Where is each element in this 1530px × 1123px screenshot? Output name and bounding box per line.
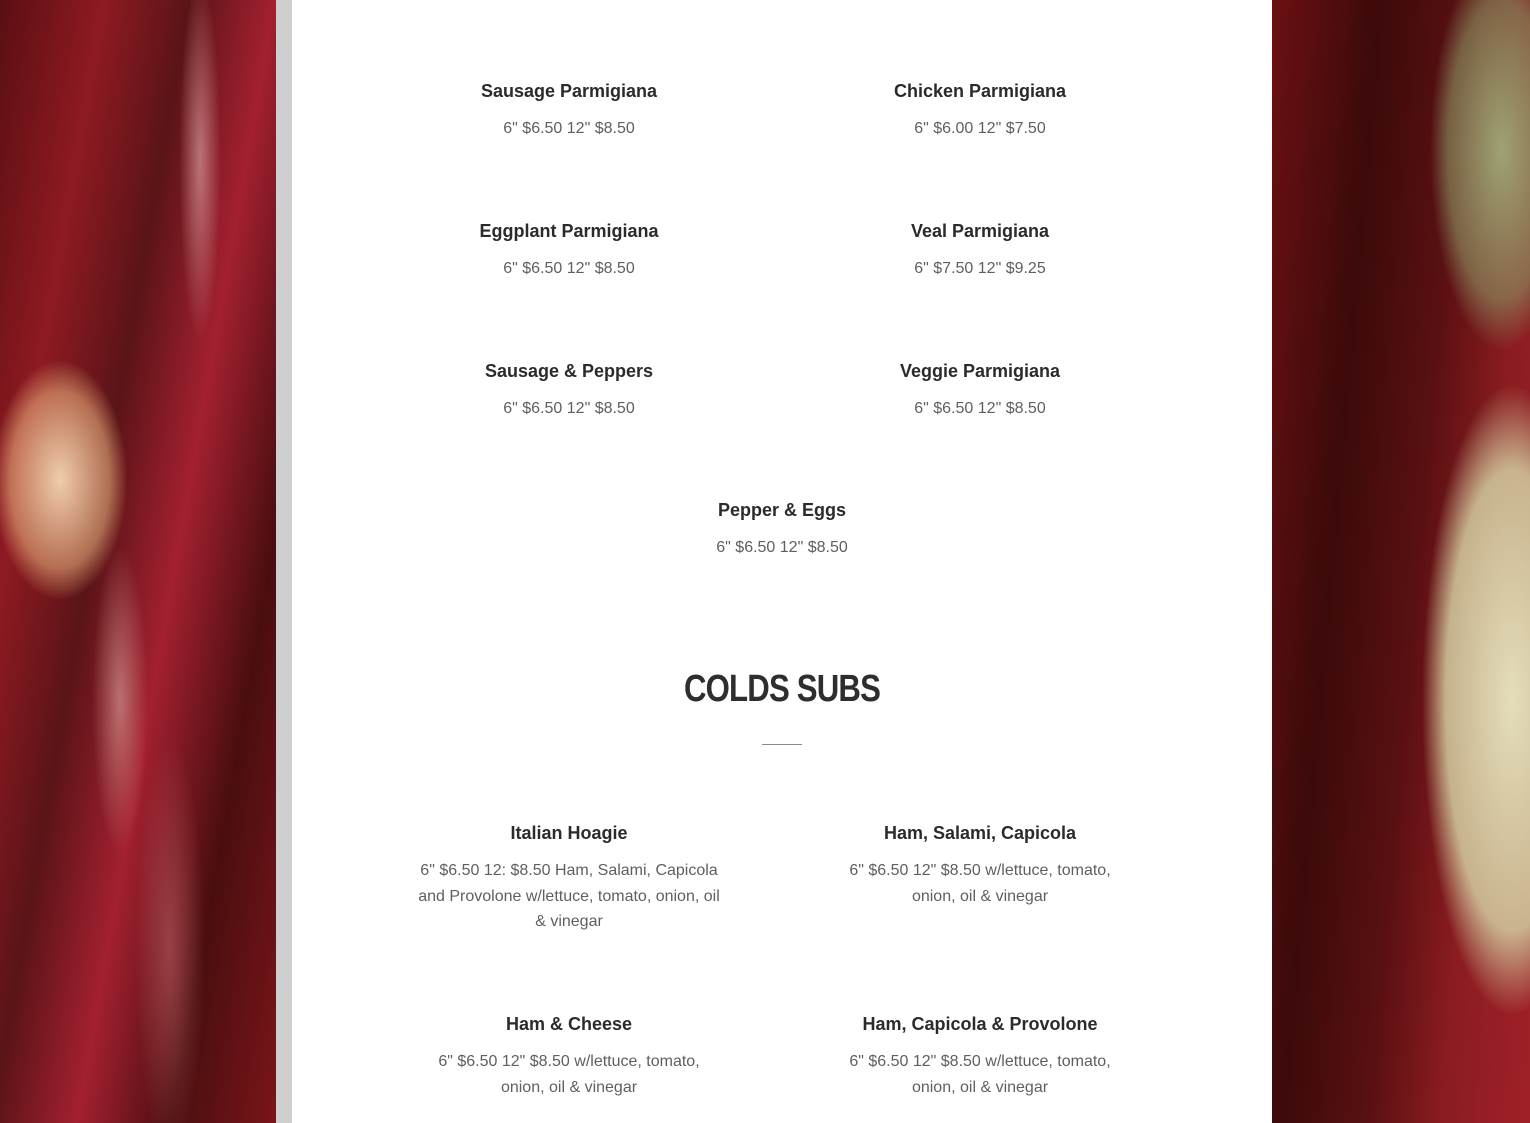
- background-photo-left: [0, 0, 276, 1123]
- background-photo-right: [1272, 0, 1530, 1123]
- menu-item-name: Pepper & Eggs: [717, 500, 847, 520]
- menu-item: [911, 220, 1049, 282]
- menu-item-name: Veggie Parmigiana: [899, 361, 1061, 381]
- menu-item-desc: 6" $6.50 12" $8.50 w/lettuce, tomato, onion, oil & vinegar: [849, 862, 1111, 905]
- menu-item-price: 6" $6.50 12" $8.50: [716, 539, 848, 556]
- menu-item-name: Ham, Salami, Capicola: [883, 823, 1077, 843]
- menu-item-name: Veal Parmigiana: [910, 221, 1050, 241]
- menu-item: [432, 1013, 707, 1100]
- menu-item-desc: 6" $6.50 12: $8.50 Ham, Salami, Capicola and Provolone w/lettuce, tomato, onion, oil & vinegar: [418, 862, 720, 930]
- menu-item-price: 6" $6.50 12" $8.50: [914, 400, 1046, 417]
- menu-item-name: Sausage Parmigiana: [480, 81, 658, 101]
- menu-item-price: 6" $6.50 12" $8.50: [503, 260, 635, 277]
- menu-item: [716, 499, 847, 561]
- menu-item-name: Eggplant Parmigiana: [479, 221, 659, 241]
- menu-item: [843, 1013, 1118, 1100]
- menu-item-desc: 6" $6.50 12" $8.50 w/lettuce, tomato, onion, oil & vinegar: [438, 1053, 700, 1096]
- section-title: COLDS SUBS: [683, 668, 881, 710]
- section-divider: [762, 744, 802, 745]
- clipped-content-remnant: [542, 0, 632, 2]
- menu-item: [481, 80, 657, 142]
- menu-panel: [292, 0, 1272, 1123]
- panel-edge-strip: [276, 0, 292, 1123]
- menu-item-name: Ham & Cheese: [505, 1014, 633, 1034]
- menu-item-price: 6" $6.50 12" $8.50: [503, 120, 635, 137]
- menu-item: [843, 822, 1118, 909]
- menu-item-name: Ham, Capicola & Provolone: [862, 1014, 1098, 1034]
- menu-item-price: 6" $6.50 12" $8.50: [503, 400, 635, 417]
- menu-item-price: 6" $6.00 12" $7.50: [914, 120, 1046, 137]
- menu-item-name: Sausage & Peppers: [484, 361, 654, 381]
- menu-item-name: Chicken Parmigiana: [893, 81, 1067, 101]
- menu-item: [417, 822, 722, 935]
- menu-item: [479, 220, 658, 282]
- menu-item-desc: 6" $6.50 12" $8.50 w/lettuce, tomato, onion, oil & vinegar: [849, 1053, 1111, 1096]
- menu-item: [485, 360, 653, 422]
- menu-item: [894, 80, 1066, 142]
- menu-item-price: 6" $7.50 12" $9.25: [914, 260, 1046, 277]
- menu-item: [900, 360, 1060, 422]
- menu-item-name: Italian Hoagie: [510, 823, 628, 843]
